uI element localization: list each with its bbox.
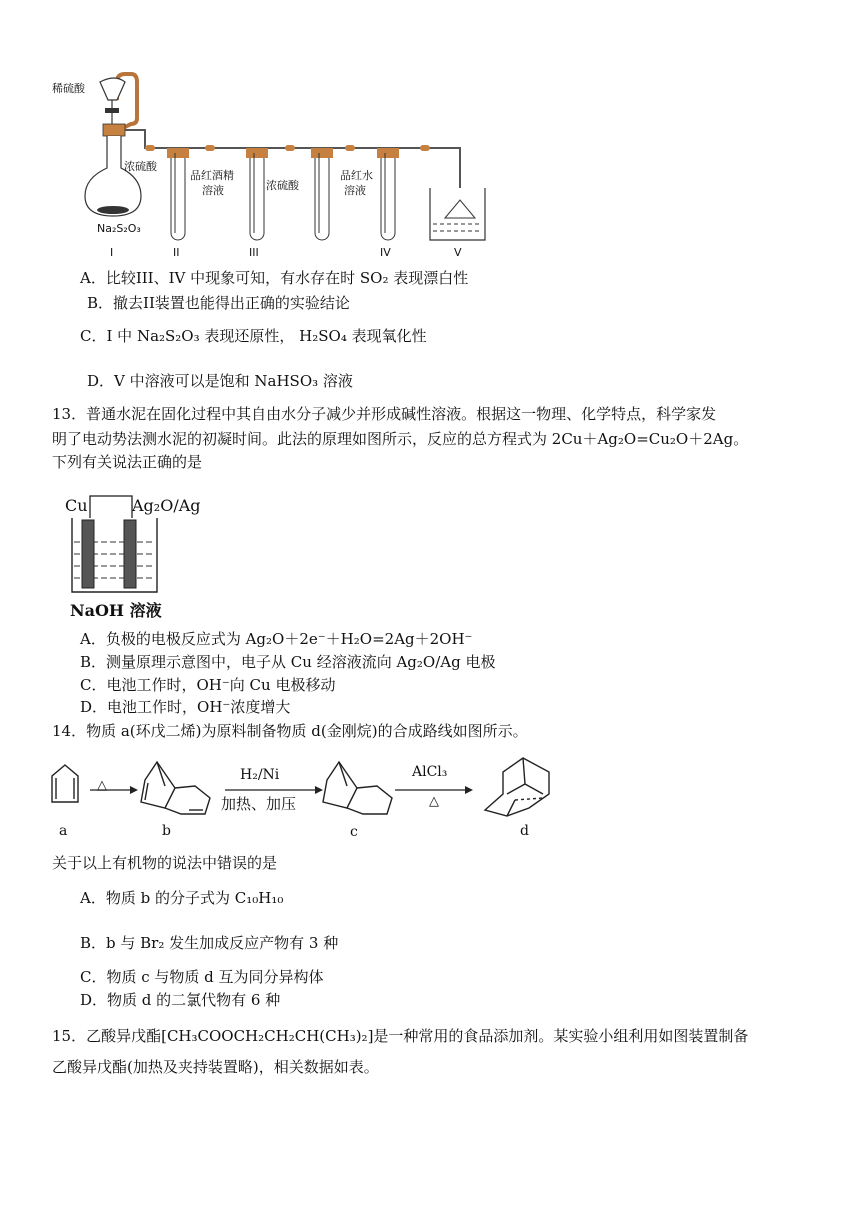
q14-option-b: B．b 与 Br₂ 发生加成反应产物有 3 种 [80,934,339,952]
q12-label-n5: V [454,246,462,259]
flask-stopper [103,124,125,136]
q12-label-n2: II [173,246,180,259]
q15-stem-line-1: 15．乙酸异戊酯[CH₃COOCH₂CH₂CH(CH₃)₂]是一种常用的食品添加剂。某实验小组利用如图装置制备 [52,1027,749,1045]
q12-label-reagent: Na₂S₂O₃ [97,222,141,235]
q14-question: 关于以上有机物的说法中错误的是 [52,854,278,872]
molecule-c [323,762,392,814]
q12-label-n4: IV [380,246,391,259]
q12-label-n1: I [110,246,114,259]
q13-stem-line-2: 明了电动势法测水泥的初凝时间。此法的原理如图所示，反应的总方程式为 2Cu＋Ag₂O=Cu₂O＋2Ag。 [52,430,749,448]
q12-label-magenta-water-2: 溶液 [344,184,366,197]
q15-stem-line-2: 乙酸异戊酯(加热及夹持装置略)，相关数据如表。 [52,1058,379,1076]
test-tube-5 [377,148,399,240]
q12-option-d: D．V 中溶液可以是饱和 NaHSO₃ 溶液 [87,372,353,390]
q12-label-acid: 稀硫酸 [52,82,85,95]
q14-label-b: b [162,823,171,839]
q13-label-cu: Cu [65,496,88,515]
q13-label-ag: Ag₂O/Ag [132,496,201,515]
q13-option-b: B．测量原理示意图中，电子从 Cu 经溶液流向 Ag₂O/Ag 电极 [80,653,496,671]
q14-label-reagent2-top: AlCl₃ [412,764,448,780]
q14-label-reagent1-bottom: 加热、加压 [221,795,297,813]
round-flask [85,136,141,216]
q13-stem-line-1: 13．普通水泥在固化过程中其自由水分子减少并形成碱性溶液。根据这一物理、化学特点，科学家发 [52,405,717,423]
dropping-funnel [100,78,125,100]
ag-electrode [124,520,136,588]
q14-label-reagent1-top: H₂/Ni [240,767,280,783]
q14-stem: 14．物质 a(环戊二烯)为原料制备物质 d(金刚烷)的合成路线如图所示。 [52,722,528,740]
q13-option-a: A．负极的电极反应式为 Ag₂O＋2e⁻＋H₂O=2Ag＋2OH⁻ [80,630,473,648]
q14-label-c: c [350,824,358,840]
q12-label-n3: III [249,246,259,259]
q14-label-heat-1: △ [97,778,107,793]
q13-option-d: D．电池工作时，OH⁻浓度增大 [80,698,291,716]
q12-option-a: A．比较III、IV 中现象可知，有水存在时 SO₂ 表现漂白性 [80,269,469,287]
test-tube-3 [246,148,268,240]
molecule-b [141,762,210,814]
test-tube-2 [167,148,189,240]
q12-label-magenta-alcohol-2: 溶液 [202,184,224,197]
molecule-a [52,765,78,802]
q13-stem-line-3: 下列有关说法正确的是 [52,453,203,471]
molecule-d [485,758,549,816]
q14-label-reagent2-bottom: △ [429,794,439,809]
q12-option-b: B．撤去II装置也能得出正确的实验结论 [87,294,350,312]
test-tube-4 [311,148,333,240]
q12-label-magenta-alcohol-1: 品红酒精 [190,169,234,182]
q12-label-conc-acid-1: 浓硫酸 [124,160,157,173]
q12-option-c: C．I 中 Na₂S₂O₃ 表现还原性， H₂SO₄ 表现氧化性 [80,327,427,345]
q14-option-d: D．物质 d 的二氯代物有 6 种 [80,991,281,1009]
q14-option-a: A．物质 b 的分子式为 C₁₀H₁₀ [80,889,284,907]
cu-electrode [82,520,94,588]
q14-label-d: d [520,823,529,839]
q13-label-solution: NaOH 溶液 [70,601,162,620]
q12-label-magenta-water-1: 品红水 [340,169,373,182]
reagent-solid [97,206,129,214]
q13-option-c: C．电池工作时，OH⁻向 Cu 电极移动 [80,676,336,694]
q12-label-conc-acid-2: 浓硫酸 [266,179,299,192]
q14-option-c: C．物质 c 与物质 d 互为同分异构体 [80,968,324,986]
q14-label-a: a [59,823,68,839]
